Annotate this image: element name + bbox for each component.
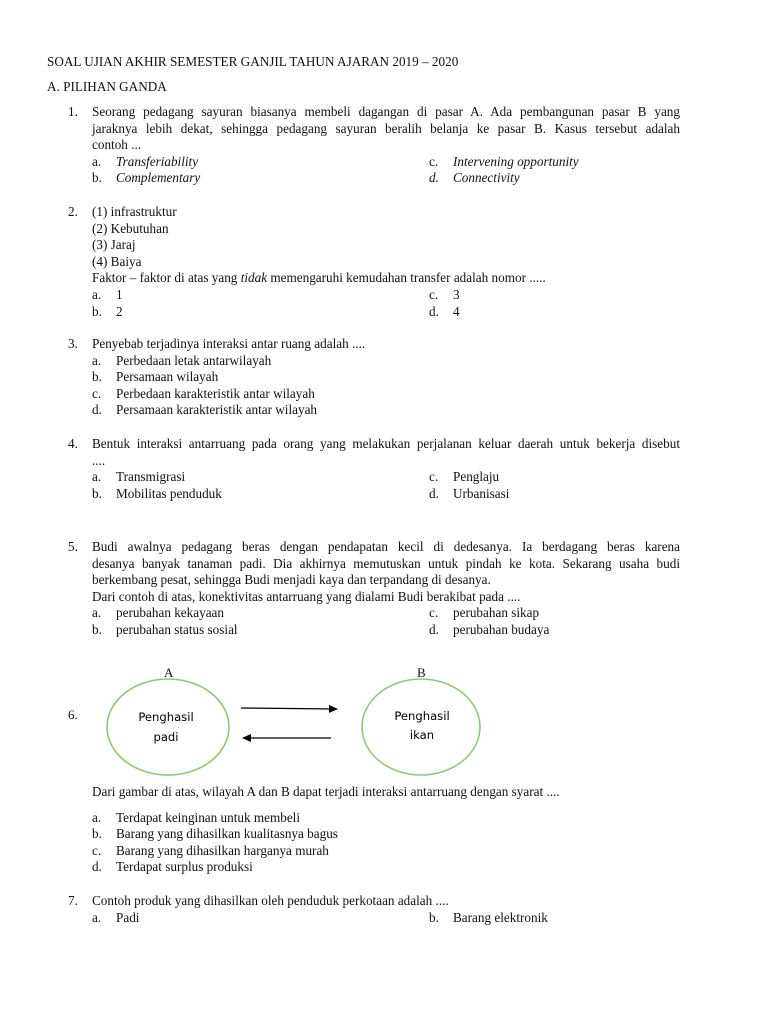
option-letter: d. — [429, 170, 439, 186]
arrow-a-to-b — [241, 708, 337, 709]
option-a[interactable] — [92, 810, 680, 827]
option-text: Complementary — [116, 170, 201, 186]
question-text — [92, 270, 680, 287]
question-number: 5. — [68, 539, 78, 554]
option-c[interactable] — [429, 605, 679, 622]
option-text: perubahan budaya — [453, 621, 550, 637]
region-a-text-line2: padi — [153, 730, 179, 744]
answer-options — [92, 810, 680, 876]
option-letter: a. — [92, 469, 102, 485]
option-letter: d. — [92, 859, 102, 875]
question-text-part: Faktor – faktor di atas yang — [92, 270, 241, 286]
option-c[interactable] — [92, 386, 680, 403]
question-text-line: Dari contoh di atas, konektivitas antarruang yang dialami Budi berakibat pada .... — [92, 588, 521, 604]
answer-options — [92, 287, 680, 320]
option-text: perubahan sikap — [453, 605, 540, 621]
option-text: 1 — [116, 286, 123, 302]
answer-options — [92, 154, 680, 187]
option-letter: c. — [429, 286, 439, 302]
option-letter: b. — [92, 369, 102, 385]
region-a-label: A — [164, 665, 174, 680]
option-letter: d. — [92, 402, 102, 418]
question-text: Penyebab terjadinya interaksi antar ruang adalah .... — [92, 336, 366, 351]
option-letter: b. — [92, 170, 102, 186]
question-text-line: berkembang pesat, sehingga Budi menjadi kaya dan terpandang di desanya. — [92, 572, 491, 588]
option-letter: c. — [429, 605, 439, 621]
region-a-text-line1: Penghasil — [138, 710, 194, 724]
option-letter: a. — [92, 809, 102, 825]
region-b-label: B — [417, 665, 426, 680]
option-letter: b. — [429, 909, 439, 925]
option-text: Persamaan wilayah — [116, 369, 219, 385]
option-b[interactable] — [92, 170, 429, 187]
option-text: Intervening opportunity — [453, 153, 579, 169]
answer-options — [92, 353, 680, 419]
exam-header: SOAL UJIAN AKHIR SEMESTER GANJIL TAHUN AJARAN 2019 – 2020 — [47, 54, 459, 69]
question-text-line: Budi awalnya pedagang beras dengan pendapatan kecil di dedesanya. Ia berdagang beras karena — [92, 539, 680, 554]
question-text: Contoh produk yang dihasilkan oleh penduduk perkotaan adalah .... — [92, 893, 449, 908]
option-letter: c. — [429, 469, 439, 485]
option-a[interactable] — [92, 353, 680, 370]
answer-options — [92, 605, 680, 638]
question-text: Dari gambar di atas, wilayah A dan B dapat terjadi interaksi antarruang dengan syarat .... — [92, 784, 560, 799]
option-a[interactable] — [92, 469, 429, 486]
option-letter: a. — [92, 605, 102, 621]
option-c[interactable] — [429, 154, 679, 171]
option-text: Barang elektronik — [453, 909, 548, 925]
option-letter: b. — [92, 826, 102, 842]
option-c[interactable] — [92, 843, 680, 860]
question-text-line: jaraknya lebih dekat, sehingga pedagang sayuran beralih belanja ke pasar B. Kasus tersebut adalah — [92, 120, 680, 136]
option-text: Barang yang dihasilkan kualitasnya bagus — [116, 826, 338, 842]
question-text-line: Seorang pedagang sayuran biasanya membeli dagangan di pasar A. Ada pembangunan pasar B yang — [92, 104, 680, 119]
question-number: 3. — [68, 336, 78, 351]
option-d[interactable] — [429, 622, 679, 639]
question-number: 1. — [68, 104, 78, 119]
option-c[interactable] — [429, 287, 679, 304]
option-d[interactable] — [429, 170, 679, 187]
question-number: 6. — [68, 707, 78, 722]
option-a[interactable] — [92, 910, 429, 927]
option-text: 4 — [453, 303, 460, 319]
answer-options — [92, 910, 680, 927]
option-letter: d. — [429, 621, 439, 637]
option-letter: a. — [92, 286, 102, 302]
option-text: Persamaan karakteristik antar wilayah — [116, 402, 318, 418]
option-b[interactable] — [92, 622, 429, 639]
option-letter: d. — [429, 485, 439, 501]
list-item: (1) infrastruktur — [92, 204, 177, 219]
option-a[interactable] — [92, 154, 429, 171]
option-b[interactable] — [92, 304, 429, 321]
option-c[interactable] — [429, 469, 679, 486]
list-item: (3) Jaraj — [92, 237, 136, 253]
option-text: Perbedaan letak antarwilayah — [116, 352, 272, 368]
option-d[interactable] — [429, 304, 679, 321]
option-letter: a. — [92, 153, 102, 169]
option-letter: a. — [92, 909, 102, 925]
question-text-part: memengaruhi kemudahan transfer adalah nomor ..... — [267, 270, 546, 286]
option-text: Transmigrasi — [116, 469, 186, 485]
section-title: A. PILIHAN GANDA — [47, 79, 167, 94]
question-number: 2. — [68, 204, 78, 219]
question-text-line: contoh ... — [92, 137, 142, 153]
question-number: 7. — [68, 893, 78, 908]
option-letter: b. — [92, 485, 102, 501]
option-text: perubahan kekayaan — [116, 605, 225, 621]
option-text: Perbedaan karakteristik antar wilayah — [116, 385, 315, 401]
option-text: 3 — [453, 286, 460, 302]
option-text: Connectivity — [453, 170, 520, 186]
option-letter: c. — [92, 842, 102, 858]
option-letter: c. — [429, 153, 439, 169]
question-text-line: .... — [92, 452, 106, 468]
question-text-line: desanya banyak tanaman padi. Dia akhirnya memutuskan untuk pindah ke kota. Sekarang usaha budi — [92, 555, 680, 571]
region-b-text-line2: ikan — [409, 728, 435, 742]
option-text: Urbanisasi — [453, 485, 510, 501]
question-text-emphasis: tidak — [240, 270, 268, 286]
question-text-line: Bentuk interaksi antarruang pada orang yang melakukan perjalanan keluar daerah untuk bekerja disebut — [92, 436, 680, 451]
option-letter: a. — [92, 352, 102, 368]
option-text: Penglaju — [453, 469, 500, 485]
option-text: Terdapat surplus produksi — [116, 859, 253, 875]
option-d[interactable] — [92, 859, 680, 876]
answer-options — [92, 469, 680, 502]
region-b-ellipse — [362, 679, 480, 775]
option-b[interactable] — [92, 369, 680, 386]
list-item: (2) Kebutuhan — [92, 220, 169, 236]
list-item: (4) Baiya — [92, 253, 142, 269]
option-text: perubahan status sosial — [116, 621, 238, 637]
option-letter: d. — [429, 303, 439, 319]
region-b-text-line1: Penghasil — [394, 709, 450, 723]
option-b[interactable] — [92, 826, 680, 843]
question-number: 4. — [68, 436, 78, 451]
option-letter: b. — [92, 303, 102, 319]
option-a[interactable] — [92, 605, 429, 622]
option-text: 2 — [116, 303, 123, 319]
option-text: Terdapat keinginan untuk membeli — [116, 809, 301, 825]
option-d[interactable] — [429, 486, 679, 503]
option-b[interactable] — [92, 486, 429, 503]
option-text: Mobilitas penduduk — [116, 485, 222, 501]
region-a-ellipse — [107, 679, 229, 775]
option-text: Padi — [116, 909, 140, 925]
option-letter: b. — [92, 621, 102, 637]
option-d[interactable] — [92, 402, 680, 419]
option-text: Transferiability — [116, 153, 199, 169]
option-letter: c. — [92, 385, 102, 401]
option-b[interactable] — [429, 910, 679, 927]
option-a[interactable] — [92, 287, 429, 304]
option-text: Barang yang dihasilkan harganya murah — [116, 842, 329, 858]
